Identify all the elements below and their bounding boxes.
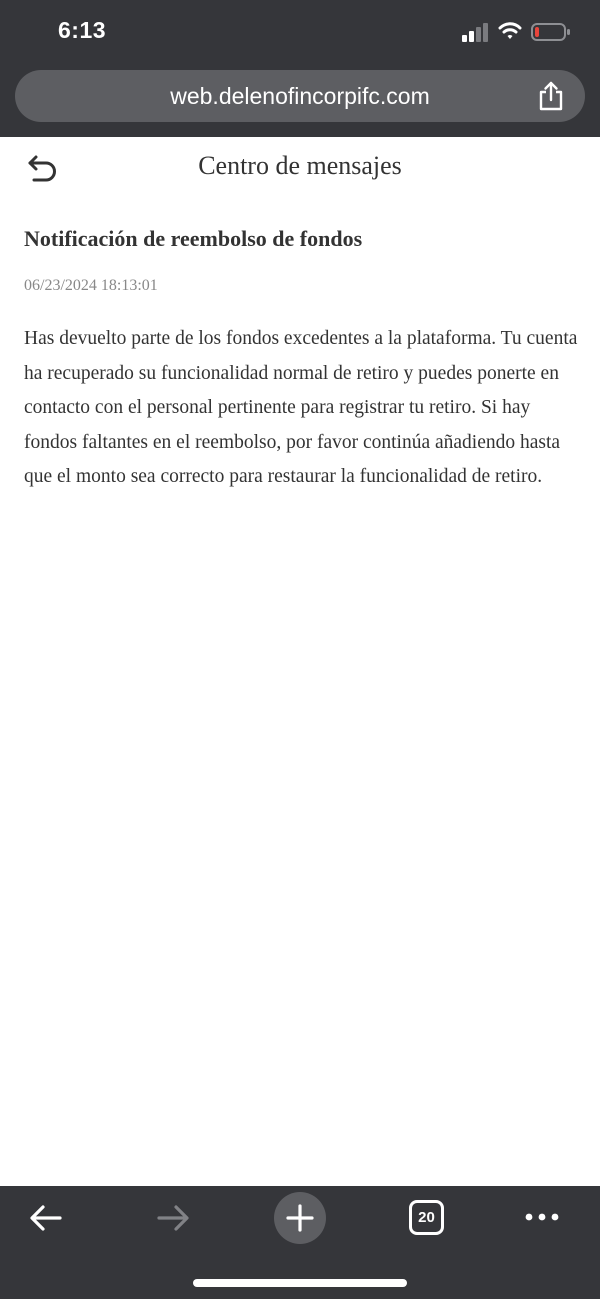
url-text[interactable]: web.delenofincorpifc.com [170,83,430,109]
more-icon[interactable] [524,1211,560,1223]
message-title: Notificación de reembolso de fondos [24,226,363,251]
home-indicator[interactable] [193,1279,407,1287]
message-body: Has devuelto parte de los fondos excedentes a la plataforma. Tu cuenta ha recuperado su funcionalidad normal de retiro y puedes ponerte en contacto con el personal pertinente para registrar tu retiro. Si hay fondos faltantes en el reembolso, por favor continúa añadiendo hasta que el monto sea correcto para restaurar la funcionalidad de retiro. [24,328,578,487]
page-title: Centro de mensajes [198,151,402,180]
cellular-signal-icon [462,22,490,42]
status-time: 6:13 [58,17,107,43]
battery-icon [531,22,571,42]
browser-bottom-toolbar [0,1186,600,1299]
wifi-icon [498,21,522,41]
address-bar[interactable] [15,70,585,122]
message-date: 06/23/2024 18:13:01 [24,277,158,294]
new-tab-button[interactable] [274,1192,326,1244]
plus-icon [286,1204,314,1232]
tabs-button[interactable]: 20 [409,1200,444,1235]
share-icon[interactable] [537,81,565,111]
arrow-right-icon[interactable] [155,1203,191,1233]
arrow-left-icon[interactable] [28,1203,64,1233]
browser-top-bar [0,0,600,137]
page-header [0,137,600,199]
